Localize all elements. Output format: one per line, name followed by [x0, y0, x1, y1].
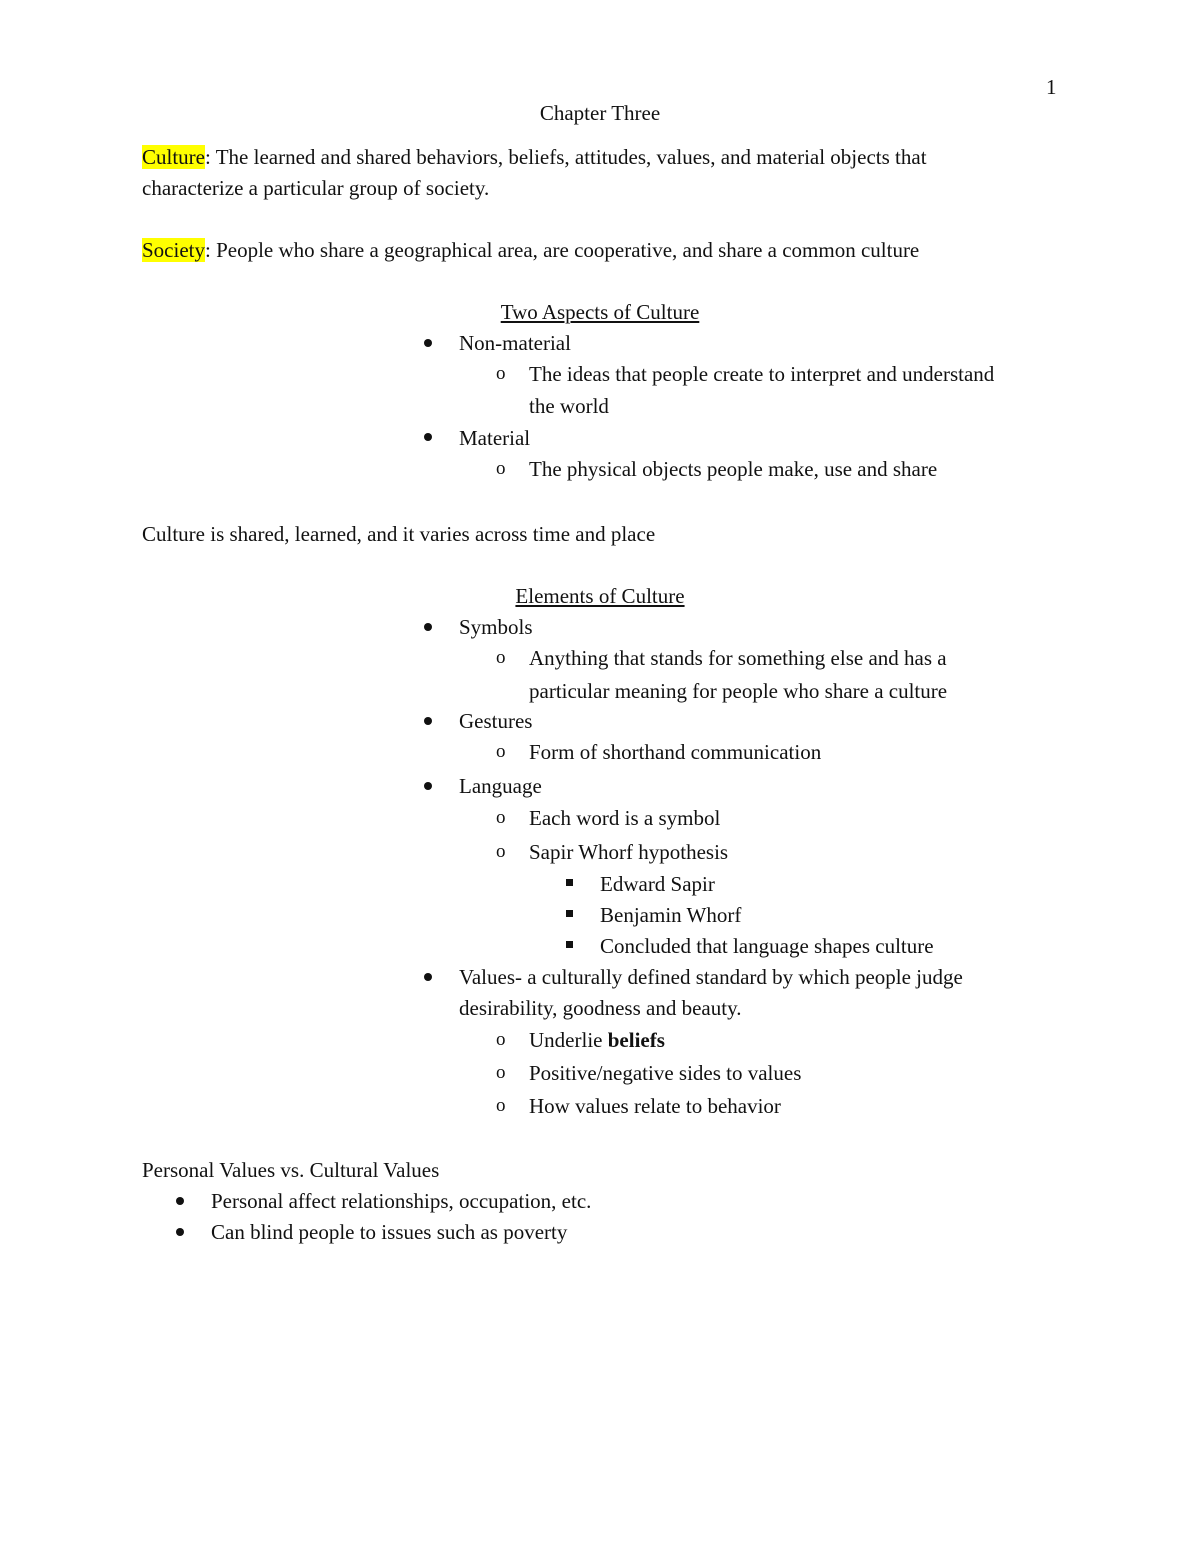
element-subitem: Each word is a symbol — [529, 806, 721, 830]
bullet-icon — [424, 433, 432, 441]
bullet-icon — [176, 1228, 184, 1236]
element-item-values: Values- a culturally defined standard by which people judge — [459, 965, 963, 989]
square-bullet-icon — [566, 910, 573, 917]
aspect-item: Material — [459, 426, 531, 450]
aspect-subitem-cont: the world — [529, 394, 609, 418]
circle-bullet-icon: o — [496, 841, 506, 862]
circle-bullet-icon: o — [496, 741, 506, 762]
square-bullet-icon — [566, 941, 573, 948]
culture-term: Culture — [142, 145, 205, 169]
circle-bullet-icon: o — [496, 1029, 506, 1050]
element-item-language: Language — [459, 774, 542, 798]
element-subitem-cont: particular meaning for people who share a culture — [529, 679, 948, 703]
square-bullet-icon — [566, 879, 573, 886]
culture-definition-line2: characterize a particular group of society. — [142, 176, 490, 200]
circle-bullet-icon: o — [496, 1095, 506, 1116]
element-item-values-cont: desirability, goodness and beauty. — [459, 996, 742, 1020]
bullet-icon — [424, 782, 432, 790]
page-number: 1 — [1046, 75, 1057, 99]
element-subitem: Sapir Whorf hypothesis — [529, 840, 729, 864]
bullet-icon — [424, 973, 432, 981]
bullet-icon — [424, 717, 432, 725]
aspect-subitem: The ideas that people create to interpret and understand — [529, 362, 995, 386]
circle-bullet-icon: o — [496, 1062, 506, 1083]
personal-values-item: Can blind people to issues such as poverty — [211, 1220, 568, 1244]
aspect-item: Non-material — [459, 331, 571, 355]
elements-heading: Elements of Culture — [515, 584, 685, 608]
aspects-heading: Two Aspects of Culture — [500, 300, 700, 324]
culture-definition-line1: Culture: The learned and shared behaviors, beliefs, attitudes, values, and material objects that — [142, 145, 927, 169]
society-term: Society — [142, 238, 205, 262]
element-subitem: Form of shorthand communication — [529, 740, 822, 764]
circle-bullet-icon: o — [496, 363, 506, 384]
element-subsubitem: Benjamin Whorf — [600, 903, 742, 927]
circle-bullet-icon: o — [496, 807, 506, 828]
personal-values-item: Personal affect relationships, occupation, etc. — [211, 1189, 592, 1213]
element-subitem: Anything that stands for something else and has a — [529, 646, 947, 670]
aspect-subitem: The physical objects people make, use and share — [529, 457, 938, 481]
element-item-gestures: Gestures — [459, 709, 533, 733]
page-title: Chapter Three — [539, 101, 661, 125]
personal-values-heading: Personal Values vs. Cultural Values — [142, 1158, 440, 1182]
element-subitem: Underlie beliefs — [529, 1028, 665, 1052]
element-item-symbols: Symbols — [459, 615, 533, 639]
culture-statement: Culture is shared, learned, and it varies across time and place — [142, 522, 656, 546]
bullet-icon — [424, 339, 432, 347]
element-subsubitem: Edward Sapir — [600, 872, 715, 896]
society-definition: Society: People who share a geographical area, are cooperative, and share a common culture — [142, 238, 920, 262]
element-subsubitem: Concluded that language shapes culture — [600, 934, 934, 958]
circle-bullet-icon: o — [496, 647, 506, 668]
bullet-icon — [176, 1197, 184, 1205]
element-subitem: How values relate to behavior — [529, 1094, 781, 1118]
element-subitem: Positive/negative sides to values — [529, 1061, 802, 1085]
bullet-icon — [424, 623, 432, 631]
circle-bullet-icon: o — [496, 458, 506, 479]
